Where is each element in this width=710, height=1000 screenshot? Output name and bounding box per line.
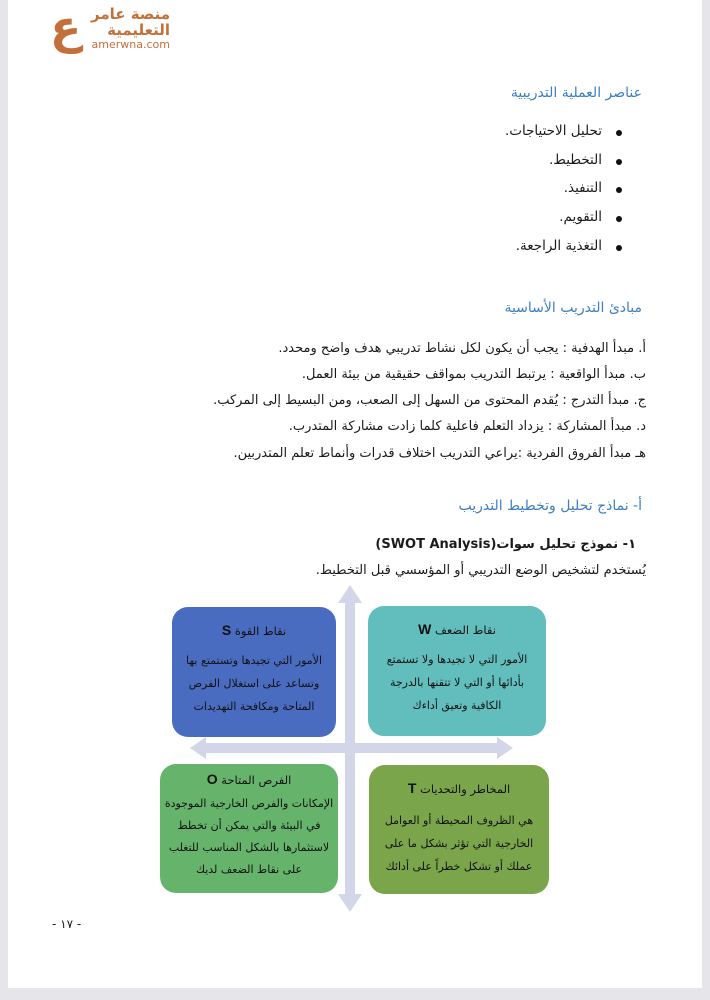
principle-line: هـ مبدأ الفروق الفردية :يراعي التدريب اختلاف قدرات وأنماط تعلم المتدربين. (233, 446, 646, 461)
logo-url: amerwna.com (91, 38, 170, 51)
swot-line: الكافية وتعيق أداءك (412, 699, 502, 712)
swot-line: عملك أو تشكل خطراً على أدائك (385, 860, 533, 873)
section-heading: عناصر العملية التدريبية (510, 85, 642, 101)
model-description: يُستخدم لتشخيص الوضع التدريبي أو المؤسسي قبل التخطيط. (315, 563, 646, 578)
swot-line: على نقاط الضعف لديك (195, 863, 303, 876)
swot-line: الأمور التي تجيدها وتستمتع بها (185, 654, 323, 667)
list-item: التقويم. (559, 209, 602, 225)
swot-line: في البيئة والتي يمكن أن تخطط (177, 819, 321, 832)
swot-axes (8, 0, 702, 988)
list-item: التنفيذ. (563, 180, 602, 196)
section-heading: مبادئ التدريب الأساسية (504, 300, 642, 316)
swot-letter: S (221, 622, 232, 638)
page-number: - ١٧ - (52, 917, 82, 931)
principle-line: د. مبدأ المشاركة : يزداد التعلم فاعلية كلما زادت مشاركة المتدرب. (288, 419, 646, 434)
swot-letter: O (206, 771, 218, 787)
section-heading: أ- نماذج تحليل وتخطيط التدريب (458, 498, 642, 514)
swot-opportunities (160, 764, 338, 893)
swot-line: المتاحة ومكافحة التهديدات (193, 700, 315, 713)
model-title: ١- نموذج تحليل سوات(SWOT Analysis) (375, 537, 636, 552)
logo-line2: التعليمية (107, 21, 170, 39)
logo-line1: منصة عامر (90, 5, 170, 23)
swot-label: نقاط الضعف (434, 623, 496, 637)
swot-line: وتساعد على استغلال الفرص (188, 677, 320, 690)
arrow-down-icon (338, 894, 362, 912)
swot-letter: T (407, 780, 417, 796)
list-item: التخطيط. (549, 152, 602, 168)
swot-threats (369, 765, 549, 894)
document-page (8, 0, 702, 988)
swot-letter: W (418, 621, 432, 637)
principle-line: أ. مبدأ الهدفية : يجب أن يكون لكل نشاط تدريبي هدف واضح ومحدد. (278, 341, 646, 356)
arrow-right-icon (497, 737, 513, 759)
swot-label: المخاطر والتحديات (420, 782, 511, 796)
swot-line: هي الظروف المحيطة أو العوامل (384, 814, 534, 827)
swot-line: الإمكانات والفرص الخارجية الموجودة (164, 797, 334, 810)
arrow-up-icon (338, 585, 362, 603)
swot-strengths (172, 607, 336, 737)
swot-line: لاستثمارها بالشكل المناسب للتغلب (168, 841, 330, 854)
logo-mark: ع (50, 0, 82, 54)
swot-line: الخارجية التي تؤثر بشكل ما على (384, 837, 534, 850)
list-item: التغذية الراجعة. (515, 238, 602, 254)
swot-label: نقاط القوة (234, 624, 287, 638)
principle-line: ب. مبدأ الواقعية : يرتبط التدريب بمواقف حقيقية من بيئة العمل. (301, 367, 646, 382)
swot-line: بأدائها أو التي لا تتقنها بالدرجة (389, 676, 525, 689)
swot-label: الفرص المتاحة (221, 773, 292, 787)
principle-line: ج. مبدأ التدرج : يُقدم المحتوى من السهل إلى الصعب، ومن البسيط إلى المركب. (213, 393, 646, 408)
swot-weaknesses (368, 606, 546, 736)
arrow-left-icon (190, 737, 206, 759)
swot-line: الأمور التي لا تجيدها ولا تستمتع (386, 653, 528, 666)
list-item: تحليل الاحتياجات. (504, 123, 602, 139)
